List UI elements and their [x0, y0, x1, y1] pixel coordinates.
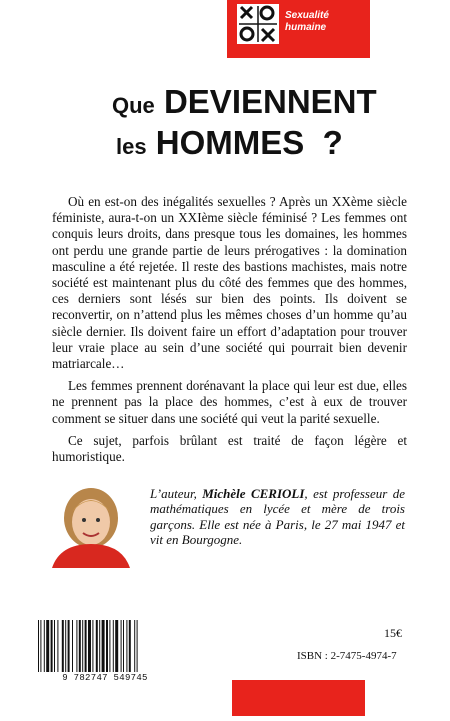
- series-line2: humaine: [285, 22, 327, 33]
- barcode-bar: [88, 620, 91, 672]
- barcode-bar: [115, 620, 118, 672]
- barcode-bar: [102, 620, 105, 672]
- barcode-bar: [126, 620, 127, 672]
- barcode-bar: [79, 620, 81, 672]
- barcode-bar: [99, 620, 100, 672]
- barcode-bar: [54, 620, 55, 672]
- barcode-bar: [51, 620, 53, 672]
- barcode-bar: [85, 620, 87, 672]
- isbn: ISBN : 2-7475-4974-7: [297, 650, 397, 662]
- series-banner: [227, 0, 370, 58]
- barcode-bar: [38, 620, 39, 672]
- author-portrait-icon: [46, 478, 136, 568]
- barcode-bar: [76, 620, 77, 672]
- xoxo-grid-icon: [237, 4, 279, 44]
- barcode-bar: [68, 620, 70, 672]
- author-bio: [150, 486, 405, 548]
- barcode-bar: [92, 620, 93, 672]
- blurb-paragraph-2: Les femmes prennent dorénavant la place qui leur est due, elles ne prennent pas la place des hommes, c’est à eux de trouver comment se situer dans une société qui veut la parité sexuelle.: [52, 378, 407, 426]
- barcode-bar: [46, 620, 49, 672]
- barcode-bar: [57, 620, 58, 672]
- back-cover-blurb: [52, 194, 407, 471]
- barcode-bar: [65, 620, 66, 672]
- price: 15€: [384, 626, 402, 640]
- barcode-bar: [72, 620, 73, 672]
- barcode-icon: [36, 620, 171, 672]
- barcode-bar: [109, 620, 110, 672]
- barcode-bar: [113, 620, 114, 672]
- blurb-paragraph-1: Où en est-on des inégalités sexuelles ? Après un XXème siècle féministe, aura-t-on un XXIème siècle féminisé ? Les femmes ont conquis leurs droits, dans presque tous les domaines, les hommes ont perdu une grande partie de leurs prérogatives : la domination masculine a été rejetée. Il reste des bastions machistes, mais notre société est maintenant plus du côté des femmes que des hommes, ces derniers sont lésés sur bien des points. Ils doivent se reconvertir, on n’attend plus les mêmes choses d’un homme qu’au siècle dernier. Ils doivent faire un effort d’adaptation pour trouver leur vraie place au sein d’une société qui pourrait bien devenir matriarcale…: [52, 194, 407, 372]
- barcode-bar: [106, 620, 108, 672]
- barcode-bar: [137, 620, 138, 672]
- author-bio-pre: L’auteur,: [150, 486, 203, 501]
- author-name: Michèle CERIOLI: [202, 486, 305, 501]
- barcode-bar: [123, 620, 124, 672]
- series-name: [285, 10, 369, 34]
- title-que: Que: [112, 93, 155, 118]
- barcode-bar: [134, 620, 135, 672]
- author-bio-post: , est professeur de mathématiques en lycée et mère de trois garçons. Elle est née à Paris, le 27 mai 1947 et vit en Bourgogne.: [150, 486, 405, 548]
- barcode-bar: [129, 620, 131, 672]
- title-hommes: HOMMES: [155, 124, 305, 161]
- barcode-number: 9 782747 549745: [62, 673, 148, 683]
- barcode-bar: [82, 620, 83, 672]
- title-deviennent: DEVIENNENT: [163, 83, 377, 120]
- book-title: [112, 84, 422, 166]
- barcode-bar: [44, 620, 45, 672]
- title-les: les: [116, 134, 147, 159]
- title-question-mark: ?: [322, 124, 343, 161]
- barcode-bar: [62, 620, 64, 672]
- barcode-bar: [96, 620, 98, 672]
- series-line1: Sexualité: [285, 10, 329, 21]
- barcode-bar: [121, 620, 122, 672]
- blurb-paragraph-3: Ce sujet, parfois brûlant est traité de façon légère et humoristique.: [52, 432, 407, 465]
- barcode-bar: [40, 620, 41, 672]
- bottom-accent-band: [232, 680, 365, 716]
